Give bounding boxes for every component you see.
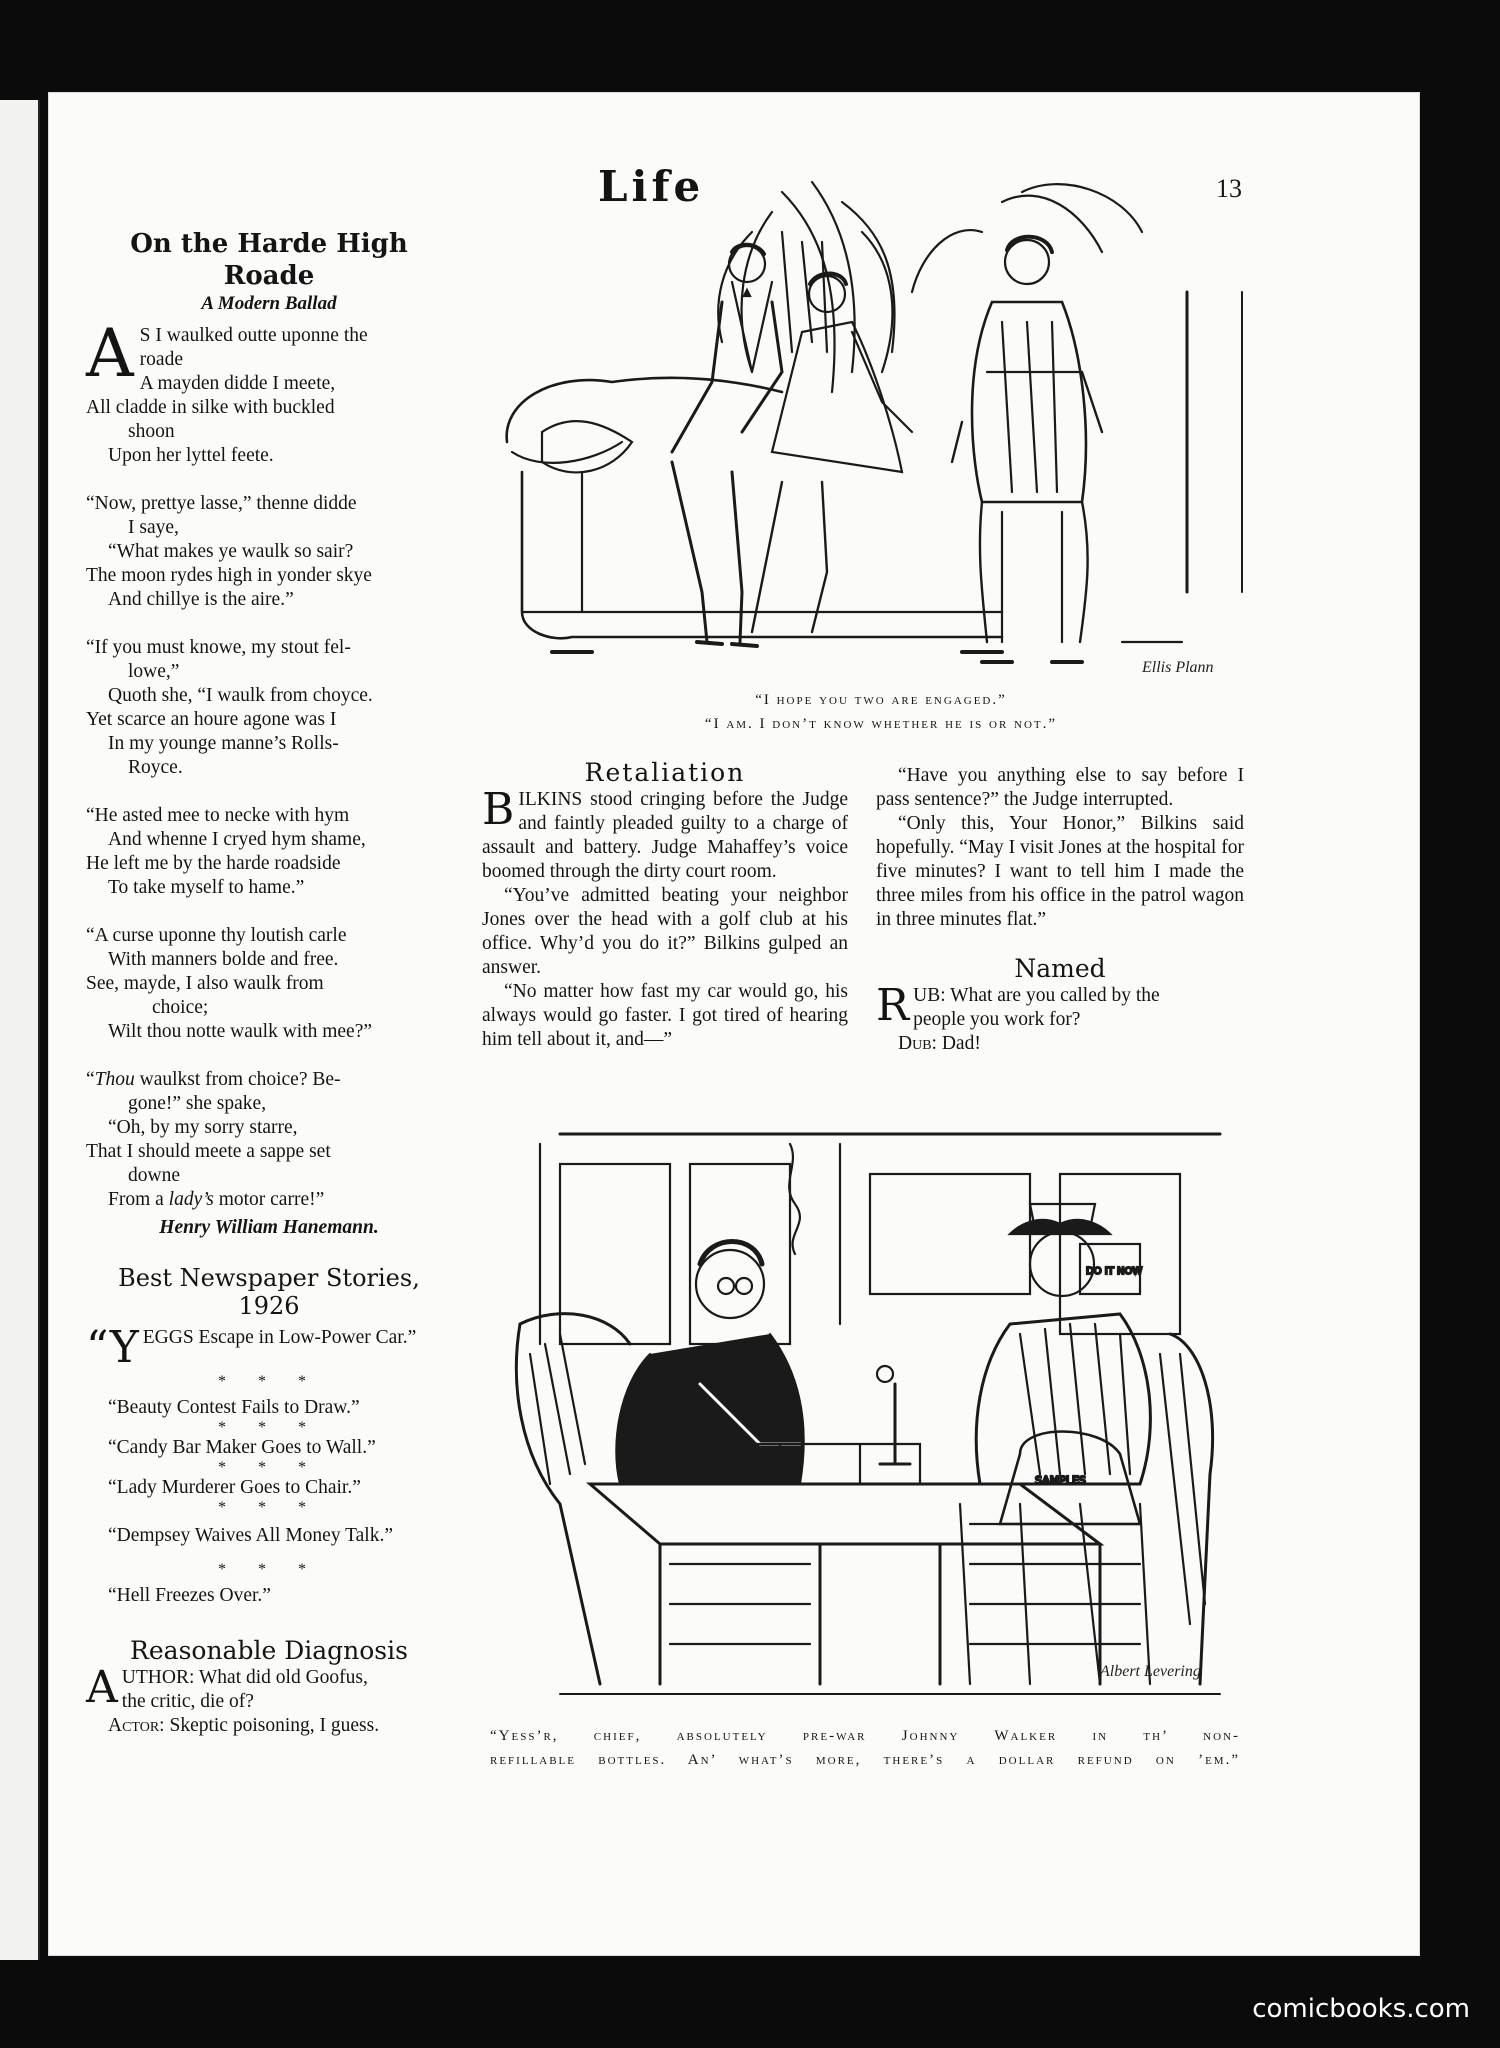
poem-line: “Oh, by my sorry starre, [108,1117,298,1138]
poem-line [86,1188,452,1212]
caption-line: “I hope you two are engaged.” [755,692,1007,708]
poem-line: “He asted mee to necke with hym [86,805,350,826]
speaker-label: Dub: [898,1033,937,1054]
poem-line: “Now, prettye lasse,” thenne didde [86,493,357,514]
separator-stars: * * * [218,1373,320,1390]
drop-cap: A [86,315,134,392]
drop-cap: “Y [86,1322,139,1373]
diagnosis-text: Skeptic poisoning, I guess. [164,1715,380,1736]
poem-line: To take myself to hame.” [108,877,305,898]
poem-line: In my younge manne’s Rolls- [108,733,339,754]
poem-line: shoon [128,421,175,442]
poem-stanza-4 [86,804,452,900]
cartoon-illustration-office [500,1124,1230,1724]
drop-cap: B [482,784,515,835]
headline-item: “Lady Murderer Goes to Chair.” [108,1477,361,1498]
headline-item [86,1322,452,1373]
poem-line: The moon rydes high in yonder skye [86,565,372,586]
headline-item: “Hell Freezes Over.” [108,1585,271,1606]
cartoon1-caption [486,688,1276,736]
poem-stanza-6 [86,1068,452,1212]
newspaper-title-line: 1926 [238,1292,300,1320]
drop-cap: A [86,1662,118,1713]
poem-title: On the Harde High Roade [130,229,408,291]
retaliation-title: Retaliation [584,758,746,787]
poem-line: All cladde in silke with buckled [86,397,335,418]
diagnosis-title: Reasonable Diagnosis [130,1636,408,1665]
artist-signature: Ellis Plann [1142,659,1214,676]
poem-line: With manners bolde and free. [108,949,339,970]
named-line [876,1032,1244,1056]
poem-line: gone!” she spake, [128,1093,267,1114]
poem-line [86,1068,452,1092]
poem-stanza-1 [86,315,452,468]
speaker-label: Actor: [108,1715,165,1736]
poem-line: Wilt thou notte waulk with mee?” [108,1021,373,1042]
poem-line: And chillye is the aire.” [108,589,294,610]
poem-signature: Henry William Hanemann. [159,1217,379,1238]
poem-line: “If you must knowe, my stout fel- [86,637,351,658]
poem-line: And whenne I cryed hym shame, [108,829,366,850]
named-text: Dad! [936,1033,981,1054]
newspaper-title [86,1264,452,1320]
right-column [876,764,1244,1056]
named-line: UB: What are you called by the [913,985,1160,1006]
poem-line: See, mayde, I also waulk from [86,973,324,994]
site-watermark: comicbooks.com [1252,1994,1470,2024]
diagnosis-body [86,1662,452,1738]
diagnosis-line: UTHOR: What did old Goofus, [121,1667,368,1688]
caption-line: “Yess’r, chief, absolutely pre-war Johnny Walker in th’ non- [490,1728,1240,1744]
separator-stars: * * * [218,1561,320,1578]
headline-item: “Beauty Contest Fails to Draw.” [108,1397,360,1418]
separator-stars: * * * [218,1419,320,1436]
caption-line: “I am. I don’t know whether he is or not.” [704,716,1058,732]
headline-text: EGGS Escape in Low-Power Car.” [142,1327,417,1348]
poem-line: Yet scarce an houre agone was I [86,709,337,730]
masthead: Life [598,162,705,211]
poem-text: waulkst from choice? Be- [134,1069,341,1090]
poem-stanza-5 [86,924,452,1044]
caption-line: refillable bottles. An’ what’s more, there’s a dollar refund on ’em.” [490,1752,1240,1768]
poem-line: S I waulked outte uponne the [139,325,368,346]
poem-text: lady’s [168,1189,214,1210]
newspaper-list [86,1322,452,1608]
retaliation-paragraph: “Only this, Your Honor,” Bilkins said hopefully. “May I visit Jones at the hospital for five minutes? I want to tell him I made the three miles from his office in the patrol wagon in three minutes flat.” [876,813,1244,930]
diagnosis-line [86,1714,452,1738]
poem-line: choice; [152,997,209,1018]
cartoon-illustration-engaged [482,172,1272,682]
headline-item: “Dempsey Waives All Money Talk.” [108,1525,393,1546]
middle-column [482,758,848,1052]
named-title: Named [1014,954,1106,983]
named-line: people you work for? [913,1009,1081,1030]
poem-line: Quoth she, “I waulk from choyce. [108,685,373,706]
diagnosis-line: the critic, die of? [121,1691,254,1712]
retaliation-paragraph: “No matter how fast my car would go, his always would go faster. I got tired of hearing him tell about it, and—” [482,981,848,1050]
wall-sign-text: DO IT NOW [1086,1266,1143,1277]
poem-line: lowe,” [128,661,180,682]
poem-subtitle: A Modern Ballad [201,293,337,314]
cartoon2-caption [490,1724,1240,1772]
retaliation-paragraph: “You’ve admitted beating your neighbor Jones over the head with a golf club at his office. Why’d you do it?” Bilkins gulped an answer. [482,885,848,978]
poem-line: roade [139,349,183,370]
separator-stars: * * * [218,1499,320,1516]
adjacent-page-edge [0,100,40,1960]
newspaper-title-line: Best Newspaper Stories, [118,1264,420,1292]
poem-line: A mayden didde I meete, [139,373,336,394]
page-number: 13 [1216,174,1242,203]
poem-text: Thou [94,1069,135,1090]
artist-signature: Albert Levering [1100,1663,1201,1680]
separator-stars: * * * [218,1459,320,1476]
poem-line: Royce. [128,757,183,778]
poem-line: He left me by the harde roadside [86,853,341,874]
poem-stanza-2 [86,492,452,612]
poem-line: I saye, [128,517,179,538]
retaliation-paragraph: “Have you anything else to say before I pass sentence?” the Judge interrupted. [876,765,1244,810]
headline-item: “Candy Bar Maker Goes to Wall.” [108,1437,376,1458]
poem-line: downe [128,1165,180,1186]
poem-text: “ [86,1069,95,1090]
poem-text: motor carre!” [213,1189,325,1210]
drop-cap: R [876,980,910,1031]
poem-line: “What makes ye waulk so sair? [108,541,354,562]
poem-line: “A curse uponne thy loutish carle [86,925,347,946]
poem-text: From a [108,1189,169,1210]
poem-line: That I should meete a sappe set [86,1141,331,1162]
poem-stanza-3 [86,636,452,780]
named-body [876,980,1244,1056]
poem-line: Upon her lyttel feete. [108,445,274,466]
paragraph-text: ILKINS stood cringing before the Judge and faintly pleaded guilty to a charge of assault and battery. Judge Mahaffey’s voice boomed through the dirty court room. [482,789,848,882]
left-column [86,228,452,1738]
retaliation-paragraph [482,784,848,884]
bag-label: SAMPLES [1035,1474,1086,1487]
